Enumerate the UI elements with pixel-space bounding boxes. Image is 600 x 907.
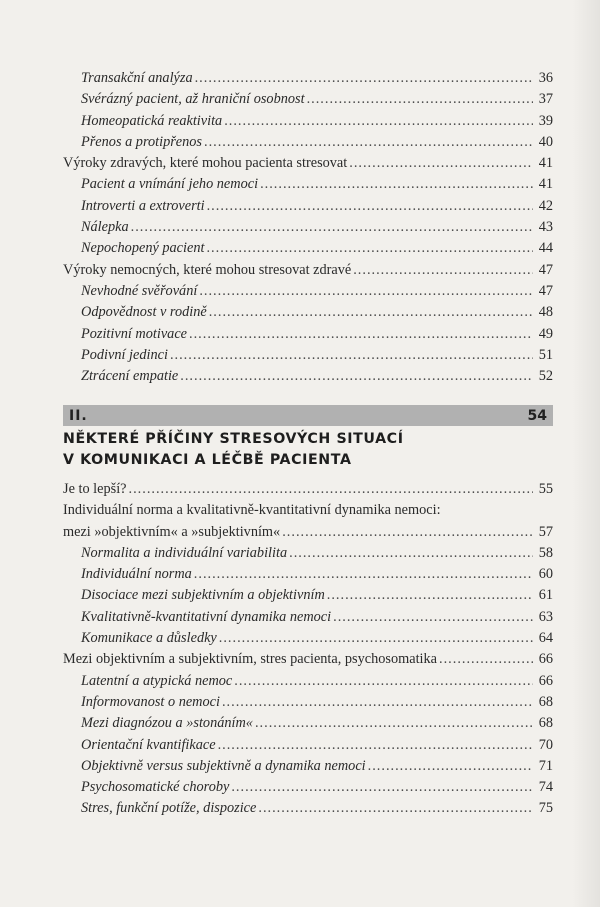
- toc-entry-page: 75: [538, 800, 553, 817]
- toc-leader-dots: [307, 89, 533, 110]
- toc-leader-dots: [353, 260, 533, 281]
- toc-subentry: [63, 756, 553, 777]
- toc-entry-label: Psychosomatické choroby: [81, 779, 230, 796]
- toc-leader-dots: [327, 585, 533, 606]
- toc-entry-label: Normalita a individuální variabilita: [81, 544, 288, 561]
- toc-subentry: [63, 89, 553, 110]
- toc-entry-page: 68: [538, 693, 553, 710]
- page-edge-shadow: [572, 0, 600, 907]
- toc-subentry: [63, 585, 553, 606]
- toc-subentry: [63, 692, 553, 713]
- toc-entry-page: 66: [538, 651, 553, 668]
- part-title: [63, 429, 553, 471]
- toc-entry-page: 60: [538, 566, 553, 583]
- toc-leader-dots: [209, 302, 533, 323]
- toc-leader-dots: [195, 68, 533, 89]
- toc-leader-dots: [219, 628, 533, 649]
- toc-entry-page: 49: [538, 325, 553, 342]
- toc-entry-label: Informovanost o nemoci: [81, 693, 220, 710]
- toc-entry-label: Nepochopený pacient: [81, 240, 205, 257]
- toc-entry: [63, 479, 553, 500]
- toc-leader-dots: [194, 564, 533, 585]
- toc-entry-page: 52: [538, 368, 553, 385]
- toc-entry-label: Ztrácení empatie: [81, 368, 179, 385]
- toc-leader-dots: [207, 196, 533, 217]
- toc-entry-page: 36: [538, 70, 553, 86]
- toc-leader-dots: [255, 713, 533, 734]
- toc-leader-dots: [170, 345, 533, 366]
- toc-subentry: [63, 607, 553, 628]
- toc-entry-label: Výroky zdravých, které mohou pacienta stresovat: [63, 155, 348, 172]
- toc-entry-page: 37: [538, 91, 553, 108]
- toc-entry-label: Transakční analýza: [81, 70, 193, 86]
- toc-leader-dots: [218, 735, 533, 756]
- toc-subentry: [63, 543, 553, 564]
- toc-leader-dots: [349, 153, 533, 174]
- toc-entry-label: Introverti a extroverti: [81, 197, 205, 214]
- toc-entry-label: Je to lepší?: [63, 481, 127, 497]
- toc-leader-dots: [289, 543, 533, 564]
- toc-entry-page: 41: [538, 155, 553, 172]
- toc-entry-label: Nevhodné svěřování: [81, 282, 198, 299]
- toc-entry-page: 58: [538, 544, 553, 561]
- toc-section-2: [63, 479, 553, 820]
- toc-subentry: [63, 302, 553, 323]
- toc-section-2-list: [63, 543, 553, 820]
- toc-entry-label: Homeopatická reaktivita: [81, 112, 223, 129]
- toc-leader-dots: [439, 649, 533, 670]
- toc-leader-dots: [204, 132, 533, 153]
- toc-entry-page: 71: [538, 757, 553, 774]
- part-heading-bar: [63, 405, 553, 426]
- toc-entry-label: Nálepka: [81, 219, 129, 236]
- part-page-number: 54: [527, 407, 547, 424]
- toc-entry-label: Odpovědnost v rodině: [81, 304, 207, 321]
- toc-entry-page: 66: [538, 672, 553, 689]
- part-title-line-1: NĚKTERÉ PŘÍČINY STRESOVÝCH SITUACÍ: [63, 431, 404, 447]
- toc-section-1: [63, 68, 553, 387]
- toc-entry-label: Objektivně versus subjektivně a dynamika nemoci: [81, 757, 366, 774]
- toc-subentry: [63, 324, 553, 345]
- toc-leader-dots: [368, 756, 533, 777]
- toc-subentry: [63, 564, 553, 585]
- toc-entry-page: 63: [538, 608, 553, 625]
- toc-entry-page: 57: [538, 523, 553, 540]
- toc-entry: [63, 649, 553, 670]
- toc-entry-label: Individuální norma: [81, 566, 192, 583]
- toc-leader-dots: [282, 522, 533, 543]
- toc-subentry: [63, 217, 553, 238]
- toc-leader-dots: [222, 692, 533, 713]
- toc-entry-label: Stres, funkční potíže, dispozice: [81, 800, 257, 817]
- toc-entry: [63, 522, 553, 543]
- toc-entry-page: 47: [538, 282, 553, 299]
- toc-leader-dots: [129, 479, 533, 500]
- toc-entry-label: Přenos a protipřenos: [81, 133, 202, 150]
- toc-entry-page: 42: [538, 197, 553, 214]
- part-number: II.: [69, 407, 88, 424]
- toc-entry-page: 48: [538, 304, 553, 321]
- toc-leader-dots: [131, 217, 533, 238]
- toc-entry-label: Svérázný pacient, až hraniční osobnost: [81, 91, 305, 108]
- toc-entry-page: 74: [538, 779, 553, 796]
- toc-subentry: [63, 174, 553, 195]
- toc-subentry: [63, 345, 553, 366]
- toc-subentry: [63, 735, 553, 756]
- toc-entry-page: 39: [538, 112, 553, 129]
- toc-entry-page: 51: [538, 346, 553, 363]
- toc-subentry: [63, 196, 553, 217]
- toc-entry-page: 40: [538, 133, 553, 150]
- toc-leader-dots: [234, 671, 533, 692]
- toc-subentry: [63, 366, 553, 387]
- toc-entry-label: Mezi diagnózou a »stonáním«: [81, 715, 253, 732]
- toc-subentry: [63, 628, 553, 649]
- toc-subentry: [63, 238, 553, 259]
- toc-leader-dots: [199, 281, 533, 302]
- toc-leader-dots: [224, 111, 533, 132]
- toc-subentry: [63, 281, 553, 302]
- toc-entry-label: Kvalitativně-kvantitativní dynamika nemoci: [81, 608, 332, 625]
- toc-entry-label: Pacient a vnímání jeho nemoci: [81, 176, 259, 193]
- toc-entry-label: Orientační kvantifikace: [81, 736, 216, 753]
- toc-entry-page: 44: [538, 240, 553, 257]
- toc-entry-page: 43: [538, 219, 553, 236]
- toc-subentry: [63, 671, 553, 692]
- toc-entry-label: Latentní a atypická nemoc: [81, 672, 233, 689]
- toc-entry: [63, 260, 553, 281]
- part-title-line-2: V KOMUNIKACI A LÉČBĚ PACIENTA: [63, 452, 352, 468]
- toc-entry-label: Podivní jedinci: [81, 346, 168, 363]
- toc-entry-page: 41: [538, 176, 553, 193]
- toc-leader-dots: [206, 238, 533, 259]
- toc-subentry: [63, 798, 553, 819]
- toc-subentry: [63, 713, 553, 734]
- toc-leader-dots: [258, 798, 533, 819]
- toc-entry-page: 55: [538, 481, 553, 497]
- toc-entry-wrapped-line-1: Individuální norma a kvalitativně-kvantitativní dynamika nemoci:: [63, 502, 441, 519]
- toc-entry-label: mezi »objektivním« a »subjektivním«: [63, 523, 281, 540]
- toc-subentry: [63, 68, 553, 89]
- toc-entry-page: 70: [538, 736, 553, 753]
- toc-entry-page: 61: [538, 587, 553, 604]
- toc-entry-label: Mezi objektivním a subjektivním, stres pacienta, psychosomatika: [63, 651, 438, 668]
- toc-subentry: [63, 132, 553, 153]
- toc-leader-dots: [333, 607, 533, 628]
- toc-entry-label: Pozitivní motivace: [81, 325, 188, 342]
- toc-leader-dots: [260, 174, 533, 195]
- toc-leader-dots: [231, 777, 533, 798]
- toc-entry-label: Výroky nemocných, které mohou stresovat zdravé: [63, 261, 352, 278]
- toc-subentry: [63, 111, 553, 132]
- toc-entry-label: Disociace mezi subjektivním a objektivním: [81, 587, 325, 604]
- toc-subentry: [63, 777, 553, 798]
- toc-entry-label: Komunikace a důsledky: [81, 630, 217, 647]
- toc-entry-page: 68: [538, 715, 553, 732]
- toc-leader-dots: [180, 366, 533, 387]
- toc-entry-page: 47: [538, 261, 553, 278]
- toc-entry: [63, 153, 553, 174]
- toc-leader-dots: [189, 324, 533, 345]
- toc-entry-page: 64: [538, 630, 553, 647]
